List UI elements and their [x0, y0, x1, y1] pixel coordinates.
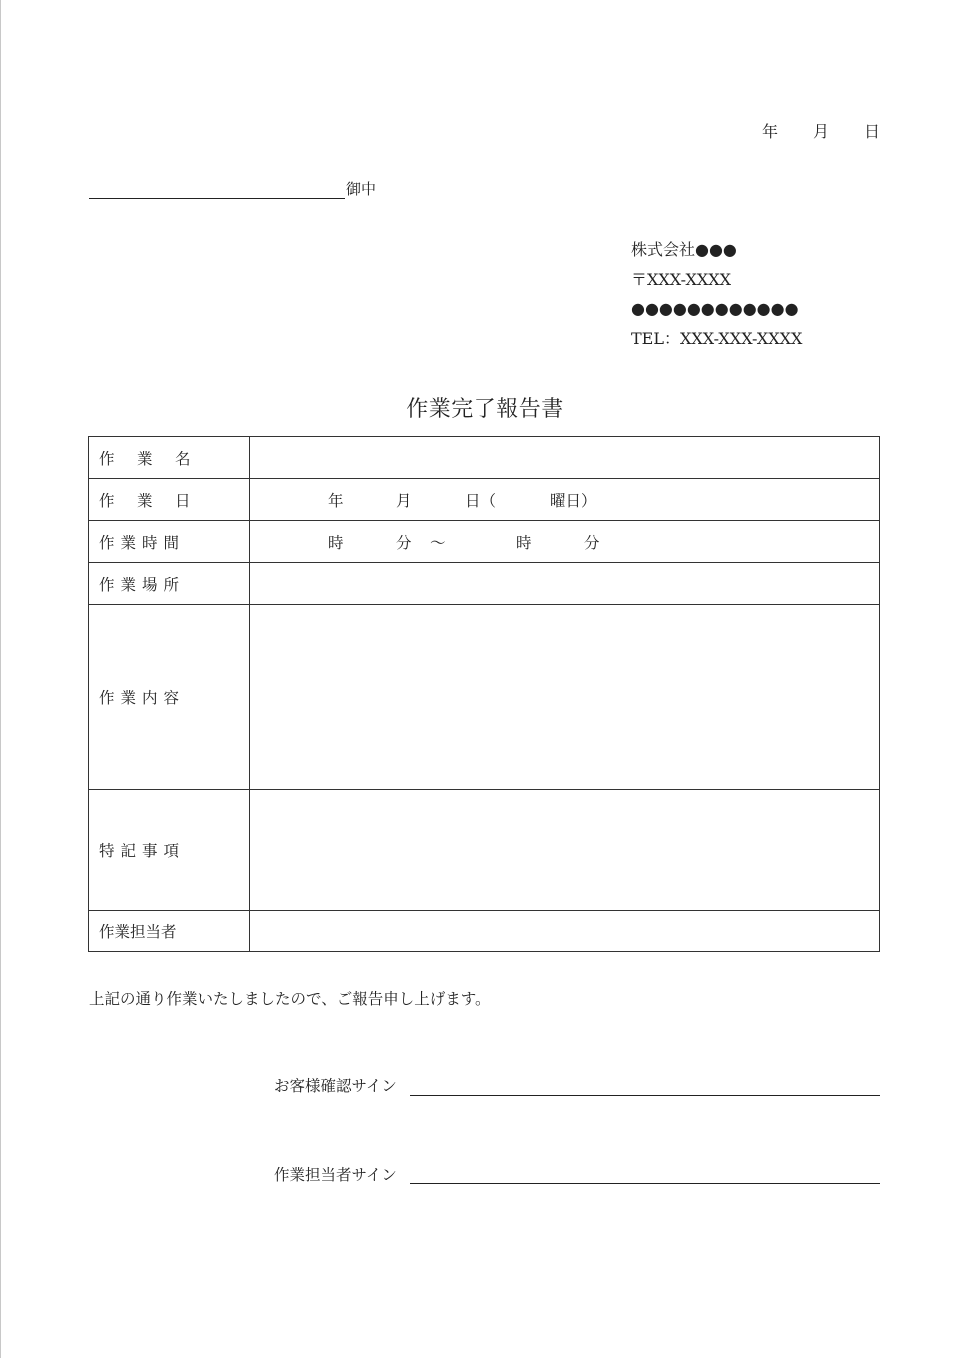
row-work-name: [89, 437, 880, 479]
label-work-date: [89, 479, 250, 521]
label-work-location: 作業場所: [89, 563, 250, 605]
label-char: 作: [99, 449, 115, 468]
work-name-field[interactable]: [250, 437, 880, 479]
work-date-year: 年: [328, 491, 344, 510]
label-char: 日: [175, 491, 191, 510]
work-time-tilde: ～: [430, 533, 446, 552]
date-year: 年: [762, 122, 779, 141]
customer-sign-label: お客様確認サイン: [274, 1077, 397, 1095]
company-name: 株式会社●●●: [631, 240, 737, 259]
row-work-time: [89, 521, 880, 563]
page-edge: [0, 0, 1, 1358]
document-title: 作業完了報告書: [406, 397, 564, 422]
label-work-content: 作業内容: [89, 605, 250, 790]
row-work-content: [89, 605, 880, 790]
work-date-month: 月: [396, 491, 412, 510]
row-work-location: [89, 563, 880, 605]
company-block: [631, 235, 802, 353]
work-date-field[interactable]: [250, 479, 880, 521]
date-day: 日: [864, 122, 881, 141]
customer-sign-field[interactable]: [410, 1095, 880, 1096]
staff-sign-label: 作業担当者サイン: [274, 1166, 397, 1184]
label-char: 業: [137, 449, 153, 468]
label-staff: 作業担当者: [89, 911, 250, 952]
recipient-suffix: 御中: [346, 180, 377, 198]
work-time-start-hour: 時: [328, 533, 344, 552]
work-time-end-minute: 分: [584, 533, 600, 552]
label-char: 名: [175, 449, 191, 468]
label-work-time: 作業時間: [89, 521, 250, 563]
row-staff: [89, 911, 880, 952]
work-date-weekday: 曜日）: [550, 491, 597, 510]
company-tel: TEL：XXX-XXX-XXXX: [631, 328, 803, 348]
label-work-name: [89, 437, 250, 479]
report-note: 上記の通り作業いたしましたので、ご報告申し上げます。: [89, 990, 491, 1008]
work-time-field[interactable]: [250, 521, 880, 563]
staff-field[interactable]: [250, 911, 880, 952]
company-postal: 〒XXX-XXXX: [631, 269, 732, 289]
work-date-day: 日（: [465, 491, 497, 510]
recipient-field[interactable]: [89, 198, 345, 199]
label-char: 業: [137, 491, 153, 510]
work-time-start-minute: 分: [396, 533, 412, 552]
row-work-date: [89, 479, 880, 521]
company-address: ●●●●●●●●●●●●: [631, 299, 799, 318]
special-notes-field[interactable]: [250, 790, 880, 911]
row-special-notes: [89, 790, 880, 911]
report-form: [88, 436, 880, 952]
label-char: 作: [99, 491, 115, 510]
work-location-field[interactable]: [250, 563, 880, 605]
label-special-notes: 特記事項: [89, 790, 250, 911]
staff-sign-field[interactable]: [410, 1183, 880, 1184]
work-time-end-hour: 時: [516, 533, 532, 552]
work-content-field[interactable]: [250, 605, 880, 790]
date-month: 月: [813, 122, 830, 141]
